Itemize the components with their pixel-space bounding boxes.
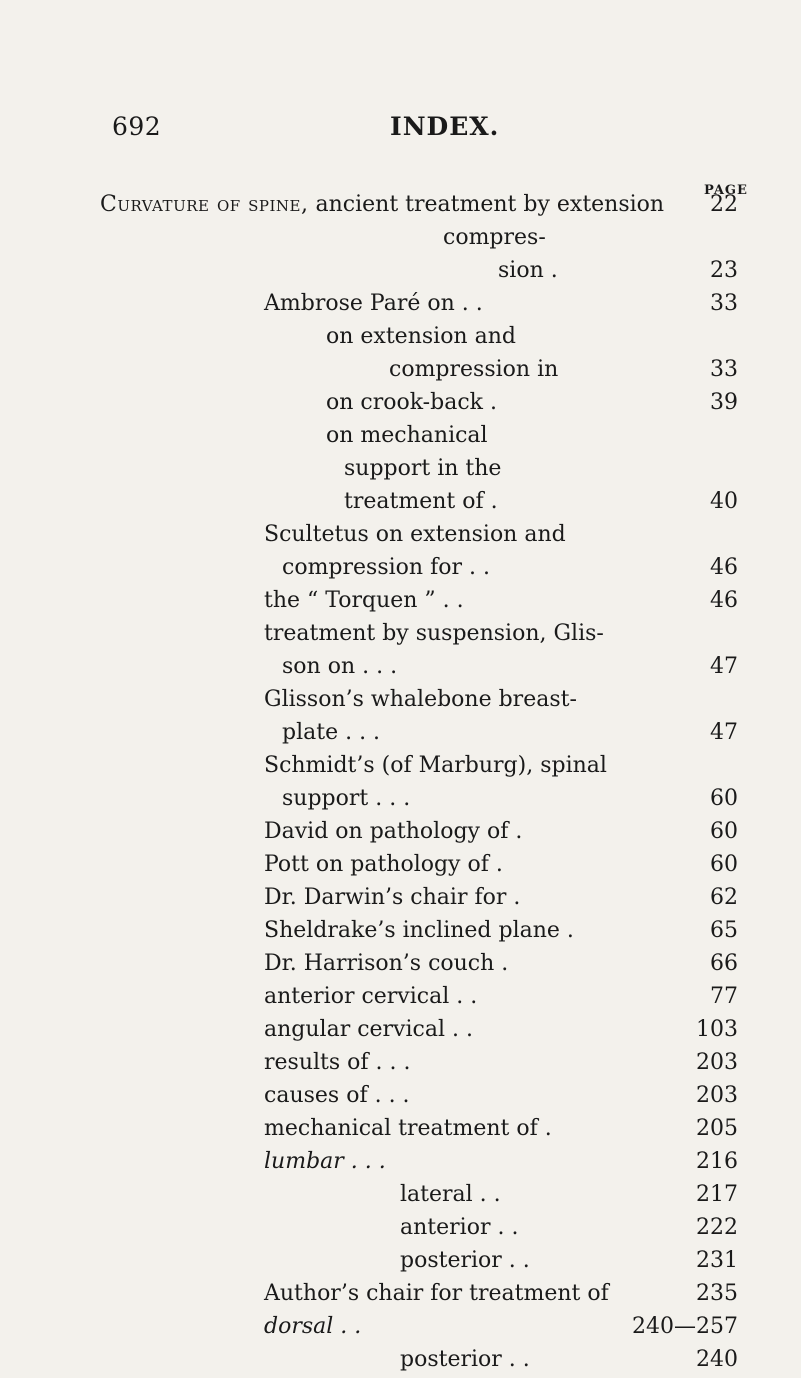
entry-body: angular cervical . .	[264, 1017, 473, 1042]
entry-text	[344, 451, 501, 487]
entry-body: on crook-back .	[326, 390, 497, 415]
entry-page-number: 46	[710, 555, 738, 580]
index-entry	[264, 913, 738, 949]
index-entry	[400, 1177, 738, 1213]
entry-body: Scultetus on extension and	[264, 522, 566, 547]
entry-text	[264, 946, 508, 982]
index-entry	[400, 1342, 738, 1378]
index-entry	[264, 1111, 738, 1147]
entry-body: plate . . .	[282, 720, 381, 745]
index-entry	[264, 517, 738, 553]
entry-text	[100, 187, 664, 223]
index-entry	[264, 286, 738, 322]
entry-text	[264, 1276, 609, 1312]
entry-body: on extension and	[326, 324, 516, 349]
entry-page-number: 203	[696, 1050, 738, 1075]
entry-body: the “ Torquen ” . .	[264, 588, 464, 613]
entry-body: David on pathology of .	[264, 819, 523, 844]
entry-text	[264, 979, 477, 1015]
entry-body: treatment of .	[344, 489, 498, 514]
entry-page-number: 33	[710, 357, 738, 382]
entry-text	[443, 220, 546, 256]
index-entry	[264, 682, 738, 718]
index-entry	[264, 1012, 738, 1048]
entry-body: mechanical treatment of .	[264, 1116, 552, 1141]
entry-text	[400, 1210, 518, 1246]
entry-body: Pott on pathology of .	[264, 852, 503, 877]
entry-page-number: 62	[710, 885, 738, 910]
index-entry	[326, 418, 738, 454]
index-entry	[264, 1045, 738, 1081]
entry-text	[400, 1177, 501, 1213]
entry-page-number: 23	[710, 258, 738, 283]
entry-page-number: 205	[696, 1116, 738, 1141]
index-entry	[264, 979, 738, 1015]
index-entry	[282, 715, 738, 751]
entry-body: on mechanical	[326, 423, 488, 448]
entry-body: lateral . .	[400, 1182, 501, 1207]
entry-text	[264, 1045, 411, 1081]
entry-body: ancient treatment by extension	[308, 192, 665, 217]
entry-body: anterior cervical . .	[264, 984, 478, 1009]
entry-body: posterior . .	[400, 1347, 530, 1372]
entry-text	[264, 517, 566, 553]
entry-text	[264, 583, 464, 619]
entry-text	[264, 1012, 473, 1048]
entry-text	[498, 253, 558, 289]
entry-text	[264, 682, 577, 718]
entry-text	[264, 1144, 386, 1180]
index-entry	[264, 880, 738, 916]
entry-page-number: 240	[696, 1347, 738, 1372]
index-entry	[264, 1276, 738, 1312]
index-entry	[344, 484, 738, 520]
page-number: 692	[112, 112, 162, 141]
entry-body: anterior . .	[400, 1215, 519, 1240]
index-entry	[326, 319, 738, 355]
index-entry	[282, 781, 738, 817]
entry-page-number: 216	[696, 1149, 738, 1174]
entry-text	[264, 748, 607, 784]
index-title: INDEX.	[390, 112, 500, 141]
entry-text	[264, 913, 574, 949]
entry-body: support in the	[344, 456, 502, 481]
entry-text	[282, 550, 490, 586]
entry-body: Dr. Darwin’s chair for .	[264, 885, 521, 910]
entry-text	[264, 880, 520, 916]
index-entry	[264, 1309, 738, 1345]
index-entry	[498, 253, 738, 289]
index-entry	[264, 1078, 738, 1114]
entry-page-number: 240—257	[632, 1314, 738, 1339]
index-entry	[400, 1210, 738, 1246]
entry-page-number: 203	[696, 1083, 738, 1108]
entry-text	[326, 418, 488, 454]
page-column-label: PAGE	[704, 183, 748, 198]
entry-body: Dr. Harrison’s couch .	[264, 951, 509, 976]
index-entry	[389, 352, 738, 388]
entry-page-number: 33	[710, 291, 738, 316]
index-entry	[264, 946, 738, 982]
entry-body: compres-	[443, 225, 546, 250]
entry-body: causes of . . .	[264, 1083, 410, 1108]
index-entry	[264, 616, 738, 652]
entry-body: sion .	[498, 258, 558, 283]
entry-text	[282, 649, 397, 685]
entry-text	[389, 352, 558, 388]
entry-text	[264, 1309, 361, 1345]
entry-page-number: 77	[710, 984, 738, 1009]
index-entry	[264, 748, 738, 784]
entry-page-number: 60	[710, 852, 738, 877]
index-entry	[282, 649, 738, 685]
index-entry	[443, 220, 738, 256]
entry-body: son on . . .	[282, 654, 398, 679]
entry-body: Author’s chair for treatment of	[264, 1281, 609, 1306]
entry-page-number: 40	[710, 489, 738, 514]
entry-text	[264, 1111, 552, 1147]
index-entry	[264, 583, 738, 619]
entry-text	[400, 1342, 530, 1378]
entry-text	[264, 286, 483, 322]
entry-body: Sheldrake’s inclined plane .	[264, 918, 574, 943]
entry-body: lumbar . . .	[264, 1149, 386, 1174]
index-entry	[100, 187, 738, 223]
entry-body: support . . .	[282, 786, 411, 811]
entry-text	[264, 847, 503, 883]
entry-body: dorsal . .	[264, 1314, 362, 1339]
entry-text	[400, 1243, 530, 1279]
entry-page-number: 231	[696, 1248, 738, 1273]
entry-page-number: 60	[710, 819, 738, 844]
entry-page-number: 60	[710, 786, 738, 811]
entry-page-number: 65	[710, 918, 738, 943]
index-entry	[326, 385, 738, 421]
index-entry	[344, 451, 738, 487]
entry-page-number: 46	[710, 588, 738, 613]
entry-heading: Curvature of spine,	[100, 192, 309, 217]
entry-page-number: 22	[710, 192, 738, 217]
entry-body: Glisson’s whalebone breast-	[264, 687, 577, 712]
entry-text	[264, 814, 522, 850]
entry-body: compression in	[389, 357, 559, 382]
entry-body: compression for . .	[282, 555, 490, 580]
index-entry	[282, 550, 738, 586]
entry-page-number: 235	[696, 1281, 738, 1306]
entry-text	[344, 484, 498, 520]
entry-page-number: 222	[696, 1215, 738, 1240]
entry-page-number: 47	[710, 654, 738, 679]
entry-body: Ambrose Paré on . .	[264, 291, 483, 316]
index-entry	[400, 1243, 738, 1279]
entry-page-number: 39	[710, 390, 738, 415]
entry-text	[264, 616, 604, 652]
entry-body: Schmidt’s (of Marburg), spinal	[264, 753, 607, 778]
entry-text	[282, 715, 380, 751]
entry-page-number: 47	[710, 720, 738, 745]
entry-text	[282, 781, 410, 817]
entry-body: posterior . .	[400, 1248, 530, 1273]
running-head	[0, 112, 801, 152]
index-entry	[264, 847, 738, 883]
index-entry	[264, 1144, 738, 1180]
entry-page-number: 66	[710, 951, 738, 976]
entry-text	[326, 319, 516, 355]
entry-text	[326, 385, 497, 421]
entry-body: results of . . .	[264, 1050, 411, 1075]
index-entry	[264, 814, 738, 850]
entry-text	[264, 1078, 410, 1114]
entry-page-number: 103	[696, 1017, 738, 1042]
entry-page-number: 217	[696, 1182, 738, 1207]
entry-body: treatment by suspension, Glis-	[264, 621, 604, 646]
